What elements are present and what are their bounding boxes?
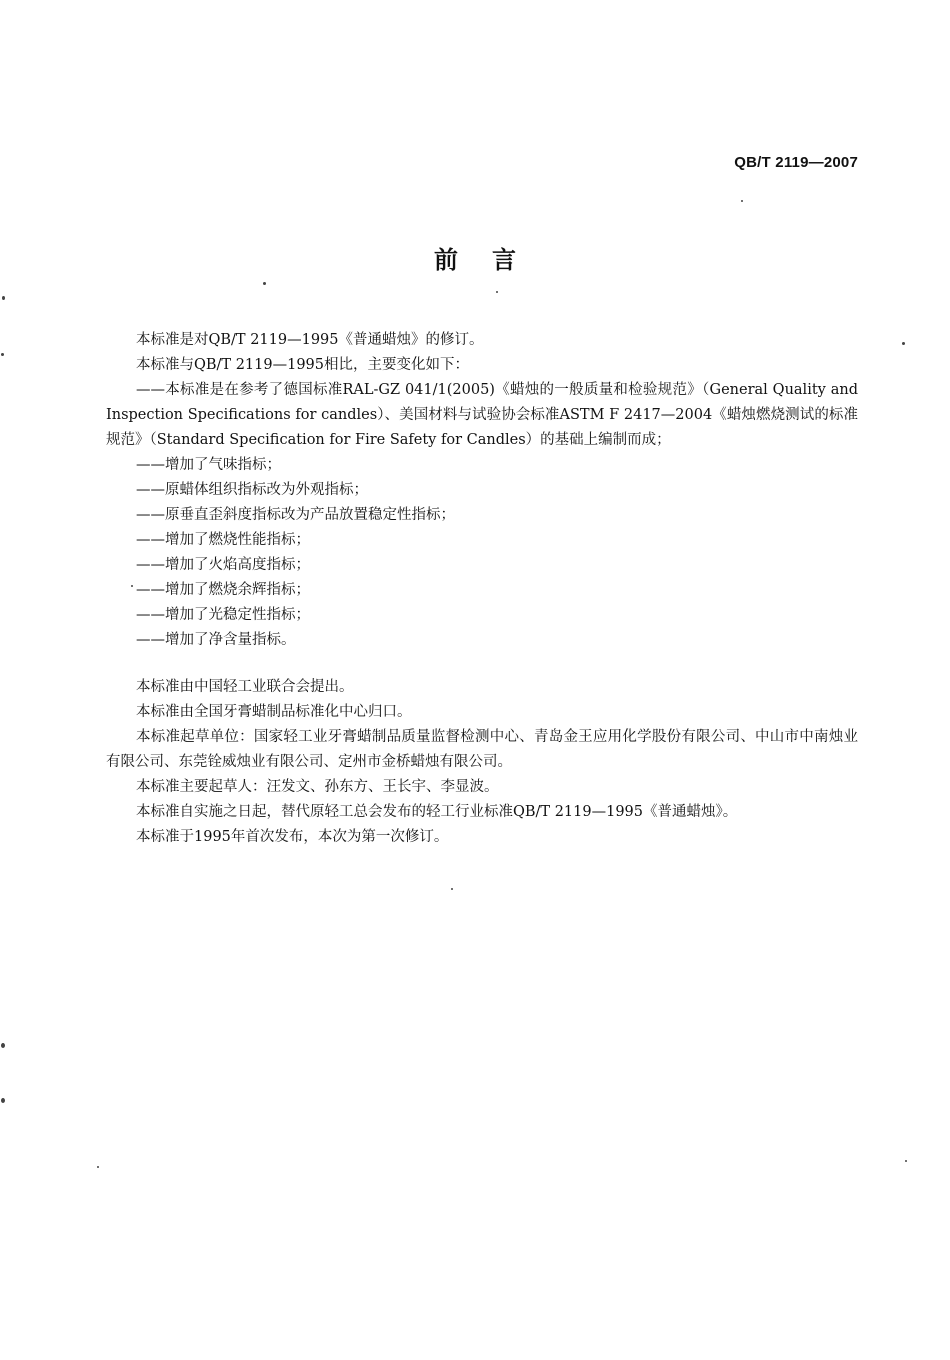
paragraph: 本标准主要起草人：汪发文、孙东方、王长宇、李显波。: [136, 779, 499, 795]
paragraph: 本标准由全国牙膏蜡制品标准化中心归口。: [136, 704, 412, 720]
list-item: ——原蜡体组织指标改为外观指标；: [136, 482, 368, 498]
scan-speck: [451, 888, 453, 890]
paragraph: ——本标准是在参考了德国标准RAL-GZ 041/1(2005)《蜡烛的一般质量和检验规范》（General Quality and Inspection Specifications for candles）、美国材料与试验协会标准ASTM F 2417—2004《蜡烛燃烧测试的标准规范》（Standard Specification for Fire Safety for Candles）的基础上编制而成；: [106, 382, 858, 448]
scan-speck: [902, 342, 905, 345]
scan-speck: [1, 1098, 5, 1103]
list-item: ——增加了光稳定性指标；: [136, 607, 310, 623]
list-item: ——增加了火焰高度指标；: [136, 557, 310, 573]
paragraph-spacer: [106, 653, 858, 675]
list-item: ——原垂直歪斜度指标改为产品放置稳定性指标；: [136, 507, 455, 523]
scan-speck: [1, 1043, 5, 1048]
list-item: ——增加了净含量指标。: [136, 632, 296, 648]
scan-speck: [2, 296, 5, 300]
scan-speck: [97, 1166, 99, 1168]
list-item: ——增加了气味指标；: [136, 457, 281, 473]
scan-speck: [741, 200, 743, 202]
paragraph: 本标准自实施之日起，替代原轻工总会发布的轻工行业标准QB/T 2119—1995《普通蜡烛》。: [136, 804, 738, 820]
paragraph: 本标准是对QB/T 2119—1995《普通蜡烛》的修订。: [136, 332, 484, 348]
paragraph: 本标准于1995年首次发布，本次为第一次修订。: [136, 829, 449, 845]
standard-code: QB/T 2119—2007: [734, 154, 858, 171]
list-item: ——增加了燃烧性能指标；: [136, 532, 310, 548]
scan-speck: [905, 1160, 907, 1162]
list-item: ——增加了燃烧余辉指标；: [136, 582, 310, 598]
paragraph: 本标准与QB/T 2119—1995相比，主要变化如下：: [136, 357, 470, 373]
scan-speck: [496, 291, 498, 293]
scan-speck: [263, 282, 266, 285]
page-title: 前言: [434, 246, 550, 274]
scan-speck: [1, 353, 4, 356]
scan-speck: [131, 585, 133, 587]
foreword-body: [106, 328, 858, 850]
paragraph: 本标准由中国轻工业联合会提出。: [136, 679, 354, 695]
paragraph: 本标准起草单位：国家轻工业牙膏蜡制品质量监督检测中心、青岛金王应用化学股份有限公司、中山市中南烛业有限公司、东莞铨威烛业有限公司、定州市金桥蜡烛有限公司。: [106, 729, 858, 770]
